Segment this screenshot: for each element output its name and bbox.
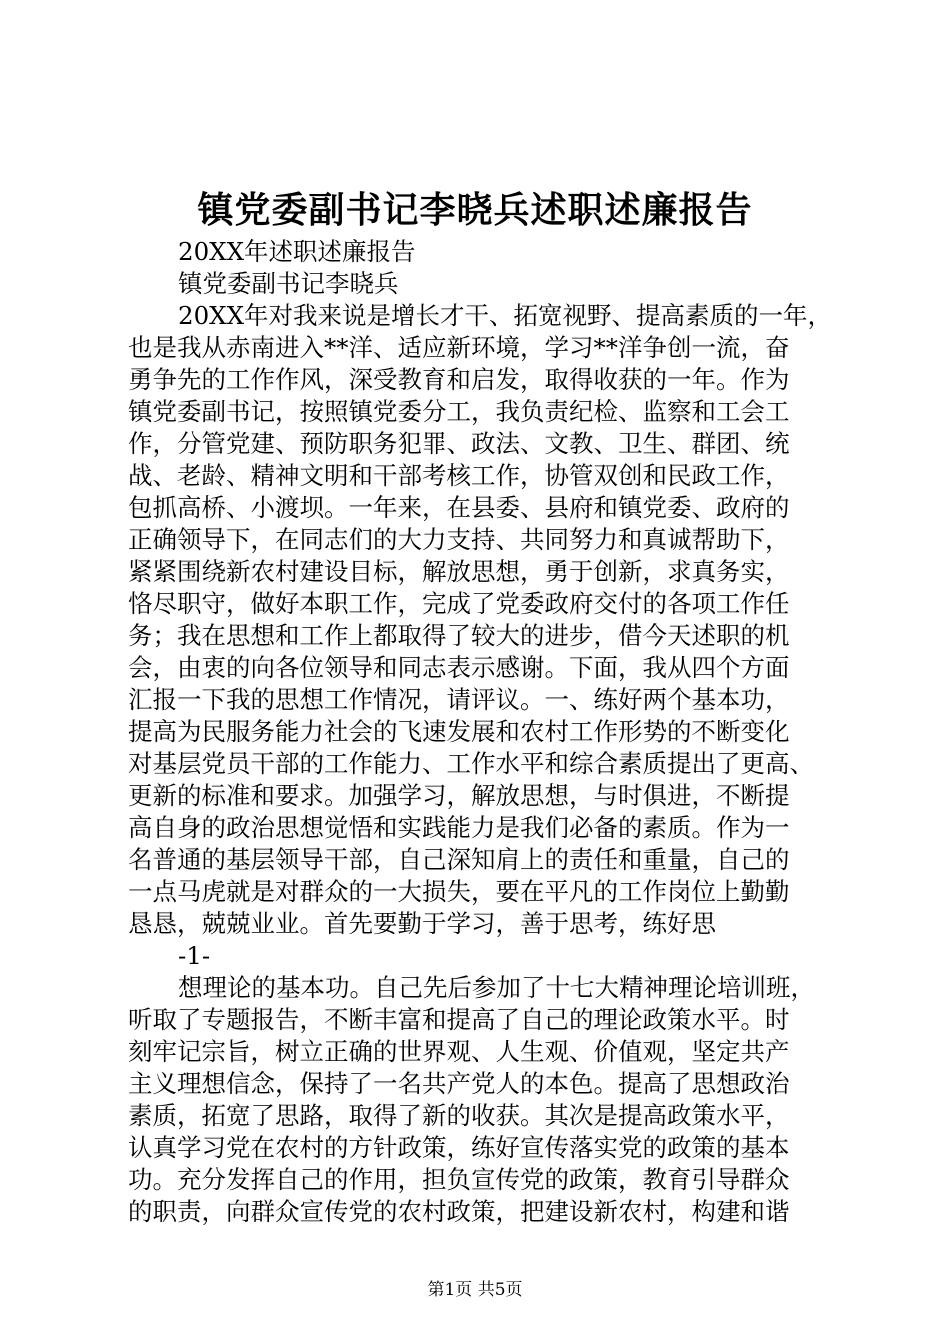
body-line: 20XX年对我来说是增长才干、拓宽视野、提高素质的一年， [178, 301, 833, 330]
body-line: 汇报一下我的思想工作情况，请评议。一、练好两个基本功， [128, 685, 790, 714]
inline-page-marker: -1- [178, 941, 211, 970]
body-line: 务；我在思想和工作上都取得了较大的进步，借今天述职的机 [128, 621, 790, 650]
document-title: 镇党委副书记李晓兵述职述廉报告 [197, 189, 753, 231]
body-line: 听取了专题报告，不断丰富和提高了自己的理论政策水平。时 [128, 1005, 790, 1034]
author-line: 镇党委副书记李晓兵 [178, 269, 399, 298]
body-line: 的职责，向群众宣传党的农村政策，把建设新农村，构建和谐 [128, 1197, 790, 1226]
body-line: 恳恳，兢兢业业。首先要勤于学习，善于思考，练好思 [128, 909, 716, 938]
body-line: 更新的标准和要求。加强学习，解放思想，与时俱进，不断提 [128, 781, 790, 810]
body-line: 对基层党员干部的工作能力、工作水平和综合素质提出了更高、 [128, 749, 814, 778]
body-line: 也是我从赤南进入**洋、适应新环境，学习**洋争创一流，奋 [128, 333, 790, 362]
body-line: 会，由衷的向各位领导和同志表示感谢。下面，我从四个方面 [128, 653, 790, 682]
body-line: 作，分管党建、预防职务犯罪、政法、文教、卫生、群团、统 [128, 429, 790, 458]
body-line: 提高为民服务能力社会的飞速发展和农村工作形势的不断变化 [128, 717, 790, 746]
body-line: 想理论的基本功。自己先后参加了十七大精神理论培训班， [178, 973, 815, 1002]
body-line: 主义理想信念，保持了一名共产党人的本色。提高了思想政治 [128, 1069, 790, 1098]
body-line: 正确领导下，在同志们的大力支持、共同努力和真诚帮助下， [128, 525, 790, 554]
body-line: 紧紧围绕新农村建设目标，解放思想，勇于创新，求真务实， [128, 557, 790, 586]
body-line: 认真学习党在农村的方针政策，练好宣传落实党的政策的基本 [128, 1133, 790, 1162]
body-line: 勇争先的工作作风，深受教育和启发，取得收获的一年。作为 [128, 365, 790, 394]
body-line: 功。充分发挥自己的作用，担负宣传党的政策，教育引导群众 [128, 1165, 790, 1194]
body-line: 一点马虎就是对群众的一大损失，要在平凡的工作岗位上勤勤 [128, 877, 790, 906]
body-line: 包抓高桥、小渡坝。一年来，在县委、县府和镇党委、政府的 [128, 493, 790, 522]
body-line: 素质，拓宽了思路，取得了新的收获。其次是提高政策水平， [128, 1101, 790, 1130]
body-line: 名普通的基层领导干部，自己深知肩上的责任和重量，自己的 [128, 845, 790, 874]
body-line: 战、老龄、精神文明和干部考核工作，协管双创和民政工作， [128, 461, 790, 490]
page-footer: 第1页 共5页 [427, 1280, 523, 1300]
body-line: 镇党委副书记，按照镇党委分工，我负责纪检、监察和工会工 [128, 397, 790, 426]
subtitle-line: 20XX年述职述廉报告 [178, 237, 416, 266]
body-line: 恪尽职守，做好本职工作，完成了党委政府交付的各项工作任 [128, 589, 790, 618]
body-line: 高自身的政治思想觉悟和实践能力是我们必备的素质。作为一 [128, 813, 790, 842]
body-line: 刻牢记宗旨，树立正确的世界观、人生观、价值观，坚定共产 [128, 1037, 790, 1066]
